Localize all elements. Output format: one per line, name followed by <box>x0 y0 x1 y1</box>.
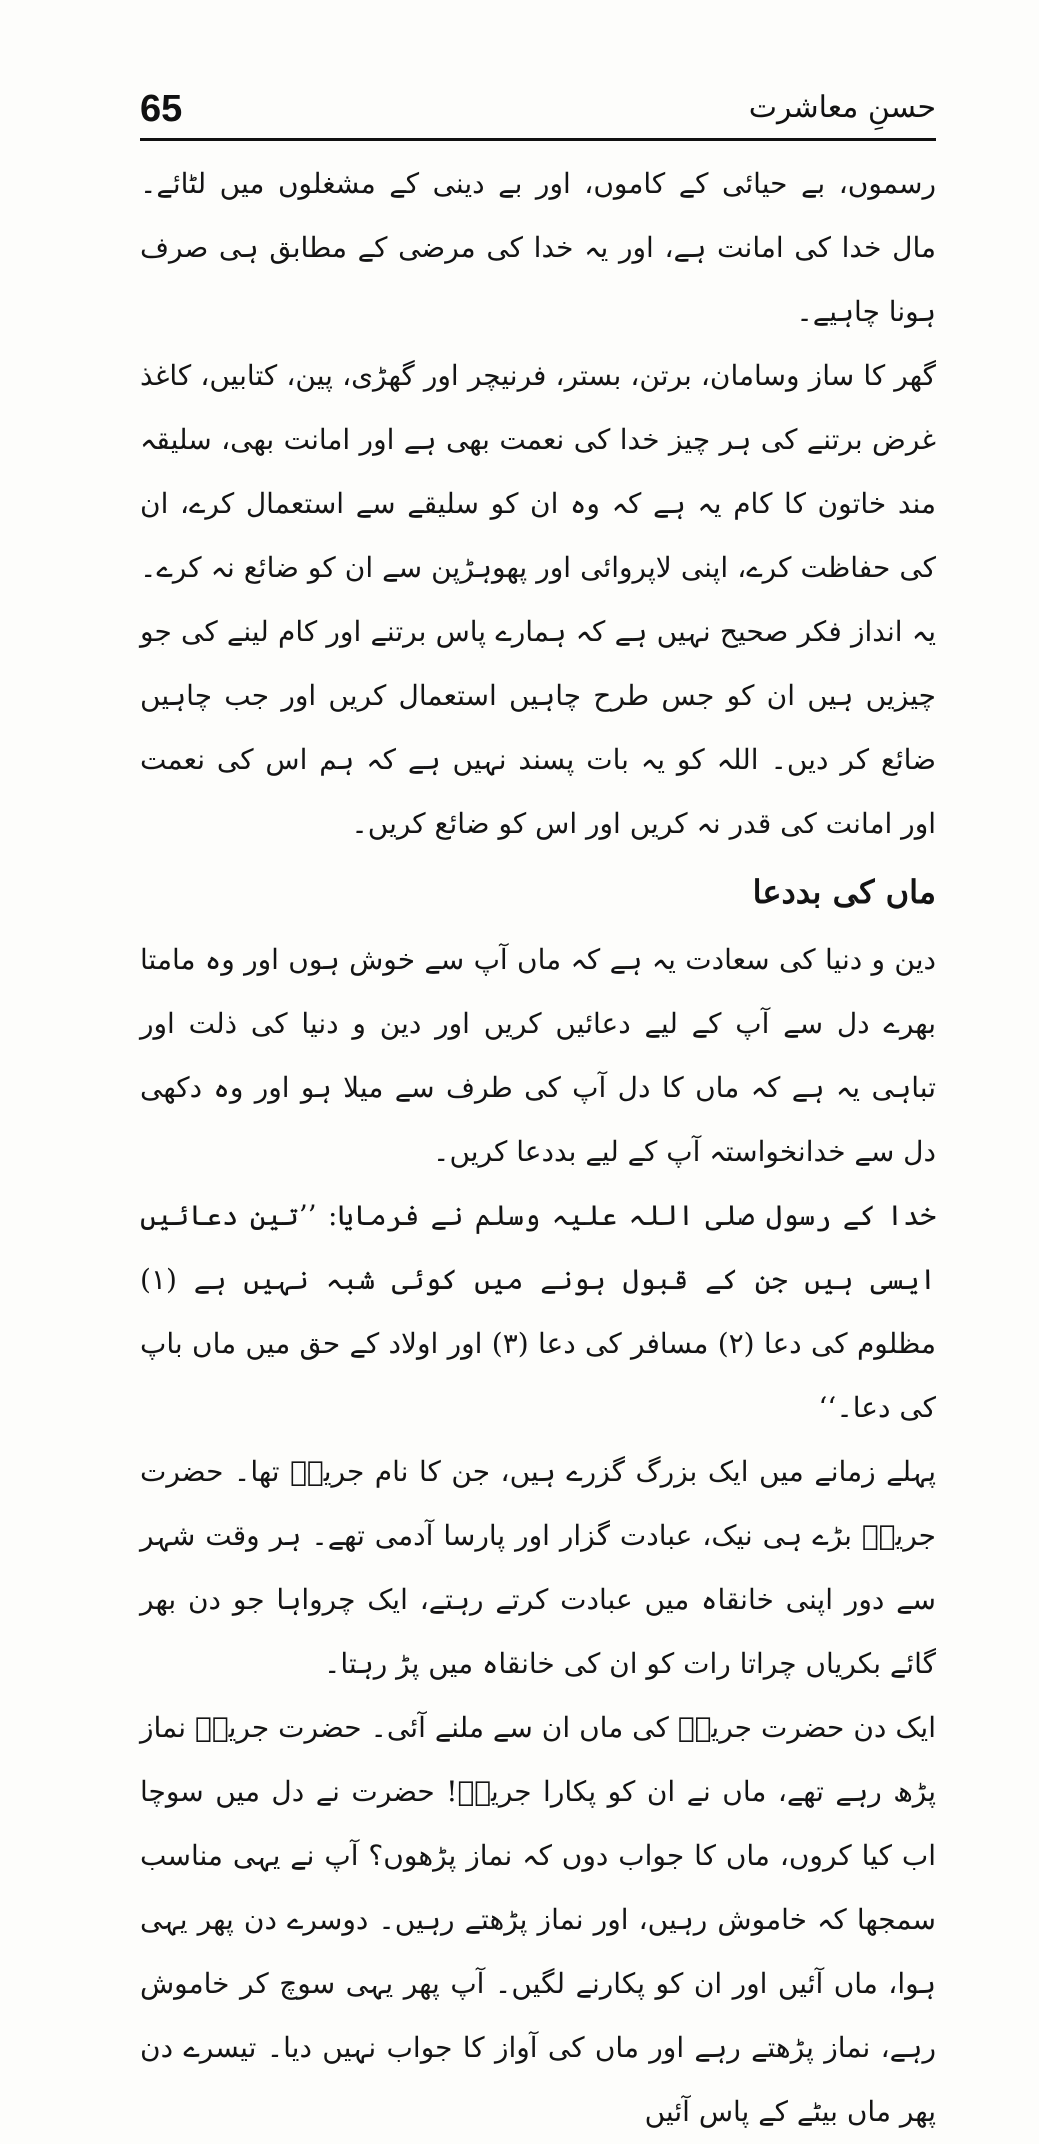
page-header <box>140 84 936 140</box>
paragraph-hadith: خدا کے رسول صلی اللہ علیہ وسلم نے فرمایا: ’’تین دعائیں ایسی ہیں جن کے قبول ہونے میں کوئی شبہ نہیں ہے (۱) مظلوم کی دعا (۲) مسافر کی دعا (۳) اور اولاد کے حق میں ماں باپ کی دعا۔‘‘ <box>140 1199 936 1424</box>
paragraph-wealth-trust: رسموں، بے حیائی کے کاموں، اور بے دینی کے مشغلوں میں لٹائے۔ مال خدا کی امانت ہے، اور یہ خدا کی مرضی کے مطابق ہی صرف ہونا چاہیے۔ <box>140 167 936 328</box>
body-text <box>140 152 936 2144</box>
paragraph-mother-blessing: دین و دنیا کی سعادت یہ ہے کہ ماں آپ سے خوش ہوں اور وہ مامتا بھرے دل سے آپ کے لیے دعائیں کریں اور دین و دنیا کی ذلت اور تباہی یہ ہے کہ ماں کا دل آپ کی طرف سے میلا ہو اور وہ دکھی دل سے خدانخواستہ آپ کے لیے بددعا کریں۔ <box>140 943 936 1168</box>
running-title: حسنِ معاشرت <box>748 90 936 125</box>
header-rule <box>140 138 936 141</box>
paragraph-household-items: گھر کا ساز وسامان، برتن، بستر، فرنیچر اور گھڑی، پین، کتابیں، کاغذ غرض برتنے کی ہر چیز خدا کی نعمت بھی ہے اور امانت بھی، سلیقہ مند خاتون کا کام یہ ہے کہ وہ ان کو سلیقے سے استعمال کرے، ان کی حفاظت کرے، اپنی لاپروائی اور پھوہڑپن سے ان کو ضائع نہ کرے۔ یہ انداز فکر صحیح نہیں ہے کہ ہمارے پاس برتنے اور کام لینے کی جو چیزیں ہیں ان کو جس طرح چاہیں استعمال کریں اور جب چاہیں ضائع کر دیں۔ اللہ کو یہ بات پسند نہیں ہے کہ ہم اس کی نعمت اور امانت کی قدر نہ کریں اور اس کو ضائع کریں۔ <box>140 359 937 840</box>
paragraph-jurayj-intro: پہلے زمانے میں ایک بزرگ گزرے ہیں، جن کا نام جریجؒ تھا۔ حضرت جریجؒ بڑے ہی نیک، عبادت گزار اور پارسا آدمی تھے۔ ہر وقت شہر سے دور اپنی خانقاہ میں عبادت کرتے رہتے، ایک چرواہا جو دن بھر گائے بکریاں چراتا رات کو ان کی خانقاہ میں پڑ رہتا۔ <box>140 1455 936 1680</box>
page-number: 65 <box>140 88 183 130</box>
section-heading: ماں کی بددعا <box>752 873 936 911</box>
paragraph-jurayj-story: ایک دن حضرت جریجؒ کی ماں ان سے ملنے آئی۔ حضرت جریجؒ نماز پڑھ رہے تھے، ماں نے ان کو پکارا جریجؒ! حضرت نے دل میں سوچا اب کیا کروں، ماں کا جواب دوں کہ نماز پڑھوں؟ آپ نے یہی مناسب سمجھا کہ خاموش رہیں، اور نماز پڑھتے رہیں۔ دوسرے دن پھر یہی ہوا، ماں آئیں اور ان کو پکارنے لگیں۔ آپ پھر یہی سوچ کر خاموش رہے، نماز پڑھتے رہے اور ماں کی آواز کا جواب نہیں دیا۔ تیسرے دن پھر ماں بیٹے کے پاس آئیں <box>140 1711 936 2128</box>
